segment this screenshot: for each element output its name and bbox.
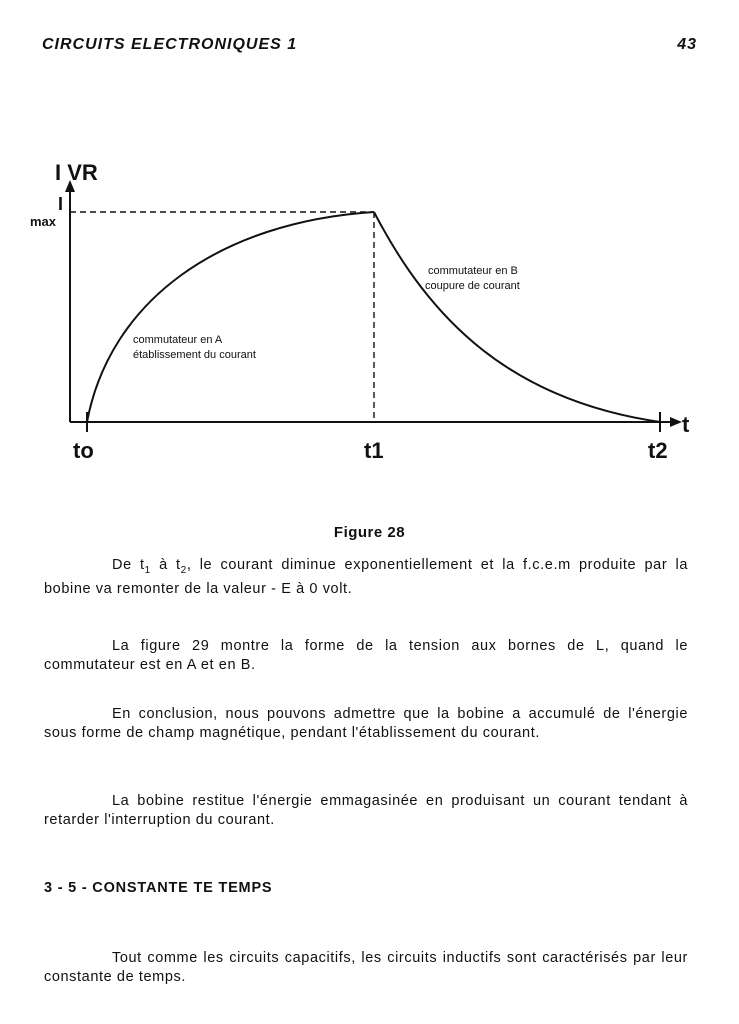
paragraph-1: De $t_1$ à $t_2$, le courant diminue exponentiellement et la f.c.e.m produite par la bobine va remonter de la valeur - E à 0 volt. bbox=[44, 557, 688, 597]
annotation-b-line2: coupure de courant bbox=[425, 280, 520, 292]
running-title: CIRCUITS ELECTRONIQUES 1 bbox=[42, 36, 298, 53]
paragraph-4: La bobine restitue l'énergie emmagasinée en produisant un courant tendant à retarder l'interruption du courant. bbox=[44, 793, 688, 828]
t0-label: to bbox=[73, 438, 94, 463]
imax-label-i: I bbox=[58, 194, 64, 214]
x-axis-arrow bbox=[670, 417, 682, 427]
annotation-a-line1: commutateur en A bbox=[133, 334, 223, 346]
imax-label-max: max bbox=[30, 214, 57, 229]
figure-caption: Figure 28 bbox=[333, 524, 406, 541]
page-number: 43 bbox=[677, 36, 697, 53]
annotation-a-line2: établissement du courant bbox=[133, 349, 256, 361]
annotation-b-line1: commutateur en B bbox=[428, 265, 518, 277]
decay-curve bbox=[374, 212, 660, 422]
t2-label: t2 bbox=[648, 438, 668, 463]
paragraph-3: En conclusion, nous pouvons admettre que la bobine a accumulé de l'énergie sous forme de champ magnétique, pendant l'établissement du courant. bbox=[44, 706, 688, 741]
paragraph-2: La figure 29 montre la forme de la tension aux bornes de L, quand le commutateur est en A et en B. bbox=[44, 638, 688, 673]
figure-28-graph bbox=[0, 150, 739, 470]
rise-curve bbox=[87, 212, 374, 422]
page-header bbox=[42, 36, 697, 58]
paragraph-5: Tout comme les circuits capacitifs, les circuits inductifs sont caractérisés par leur constante de temps. bbox=[44, 950, 688, 985]
x-axis-label: t bbox=[682, 412, 690, 437]
t1-label: t1 bbox=[364, 438, 384, 463]
section-heading: 3 - 5 - CONSTANTE TE TEMPS bbox=[44, 880, 273, 896]
y-axis-label: I VR bbox=[55, 160, 98, 185]
